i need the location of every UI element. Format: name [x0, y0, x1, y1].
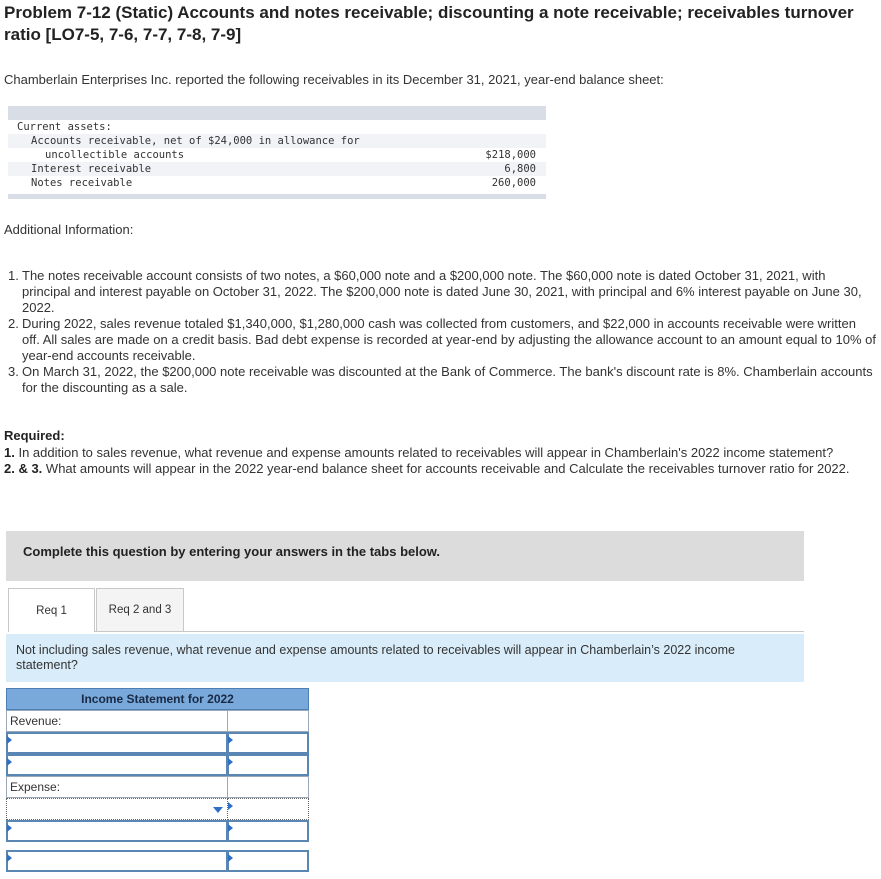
expense-amount-input-3[interactable]: [227, 850, 309, 872]
required-item-2: [4, 461, 876, 478]
list-item-number: 2.: [8, 316, 19, 331]
current-assets-heading: Current assets:: [17, 121, 112, 133]
input-marker-icon: [7, 736, 12, 744]
revenue-account-input-1[interactable]: [6, 732, 228, 754]
expense-account-dropdown[interactable]: [6, 798, 228, 820]
revenue-account-input-2[interactable]: [6, 754, 228, 776]
list-item-text: The notes receivable account consists of two notes, a $60,000 note and a $200,000 note. The $60,000 note is dated October 31, 2021, with principal and interest payable on October 31, 2022. The $200,000 note is dated June 30, 2021, with principal and 6% interest payable on June 30, 2022.: [22, 268, 862, 315]
question-prompt: Not including sales revenue, what revenue and expense amounts related to receivables will appear in Chamberlain’s 2022 income statement?: [6, 634, 804, 682]
required-item-1: [4, 445, 876, 462]
notes-amount: 260,000: [491, 177, 536, 189]
notes-label: Notes receivable: [31, 177, 133, 189]
expense-account-input-2[interactable]: [6, 820, 228, 842]
expense-amount-input-1[interactable]: [227, 798, 309, 820]
ar-label-line2: uncollectible accounts: [45, 149, 185, 161]
interest-amount: 6,800: [504, 163, 536, 175]
ar-label-line1: Accounts receivable, net of $24,000 in allowance for: [31, 135, 360, 147]
tab-label: Req 1: [36, 604, 67, 617]
list-item: [4, 316, 876, 364]
tab-divider: [95, 631, 804, 632]
required-item-2-text: What amounts will appear in the 2022 year-end balance sheet for accounts receivable and Calculate the receivables turnover ratio for 2022.: [45, 461, 850, 476]
interest-label: Interest receivable: [31, 163, 152, 175]
intro-text: Chamberlain Enterprises Inc. reported the following receivables in its December 31, 2021, year-end balance sheet:: [4, 72, 664, 87]
bs-row-interest: [8, 162, 546, 176]
input-marker-icon: [228, 824, 233, 832]
chevron-down-icon: [213, 807, 223, 813]
expense-amount-input-2[interactable]: [227, 820, 309, 842]
input-marker-icon: [7, 854, 12, 862]
bs-row-heading: [8, 120, 546, 134]
input-marker-icon: [228, 736, 233, 744]
additional-info-heading: Additional Information:: [4, 222, 134, 237]
required-item-1-number: 1.: [4, 444, 15, 460]
banner-text: Complete this question by entering your answers in the tabs below.: [23, 544, 441, 559]
tab-label: Req 2 and 3: [108, 604, 172, 616]
revenue-amount-input-1[interactable]: [227, 732, 309, 754]
list-item-text: During 2022, sales revenue totaled $1,340,000, $1,280,000 cash was collected from customers, and $22,000 in accounts receivable were written off. All sales are made on a credit basis. Bad debt expense is recorded at year-end by adjusting the allowance account to an amount equal to 10% of year-end accounts receivable.: [22, 316, 876, 363]
instructions-banner: [6, 531, 804, 581]
revenue-amount-input-2[interactable]: [227, 754, 309, 776]
expense-header-blank: [227, 776, 309, 798]
required-item-2-number: 2. & 3.: [4, 461, 43, 476]
table-bottom-bar: [8, 194, 546, 199]
list-item-number: 1.: [8, 268, 19, 283]
income-statement-title: Income Statement for 2022: [6, 688, 309, 710]
ar-amount: $218,000: [485, 149, 536, 161]
input-marker-icon: [228, 854, 233, 862]
required-section: [4, 428, 876, 478]
expense-account-input-3[interactable]: [6, 850, 228, 872]
list-item-number: 3.: [8, 364, 19, 379]
input-marker-icon: [228, 802, 233, 810]
required-heading: Required:: [4, 428, 65, 443]
tab-req-2-and-3[interactable]: [96, 588, 184, 632]
revenue-header-blank: [227, 710, 309, 732]
table-top-bar: [8, 106, 546, 120]
revenue-label: Revenue:: [6, 710, 228, 732]
additional-info-list: [4, 268, 876, 396]
bs-row-ar-2: [8, 148, 546, 162]
expense-label: Expense:: [6, 776, 228, 798]
bs-row-ar-1: [8, 134, 546, 148]
list-item: [4, 268, 876, 316]
required-item-1-text: In addition to sales revenue, what revenue and expense amounts related to receivables will appear in Chamberlain's 2022 income statement?: [18, 444, 834, 460]
balance-sheet-excerpt: [8, 106, 546, 200]
tab-req-1[interactable]: [8, 588, 95, 632]
bs-row-notes: [8, 176, 546, 190]
list-item-text: On March 31, 2022, the $200,000 note receivable was discounted at the Bank of Commerce. The bank's discount rate is 8%. Chamberlain accounts for the discounting as a sale.: [22, 364, 873, 395]
problem-title: Problem 7-12 (Static) Accounts and notes receivable; discounting a note receivable; receivables turnover ratio [LO7-5, 7-6, 7-7, 7-8, 7-9]: [4, 3, 854, 44]
list-item: [4, 364, 876, 396]
input-marker-icon: [228, 758, 233, 766]
input-marker-icon: [7, 758, 12, 766]
input-marker-icon: [7, 824, 12, 832]
